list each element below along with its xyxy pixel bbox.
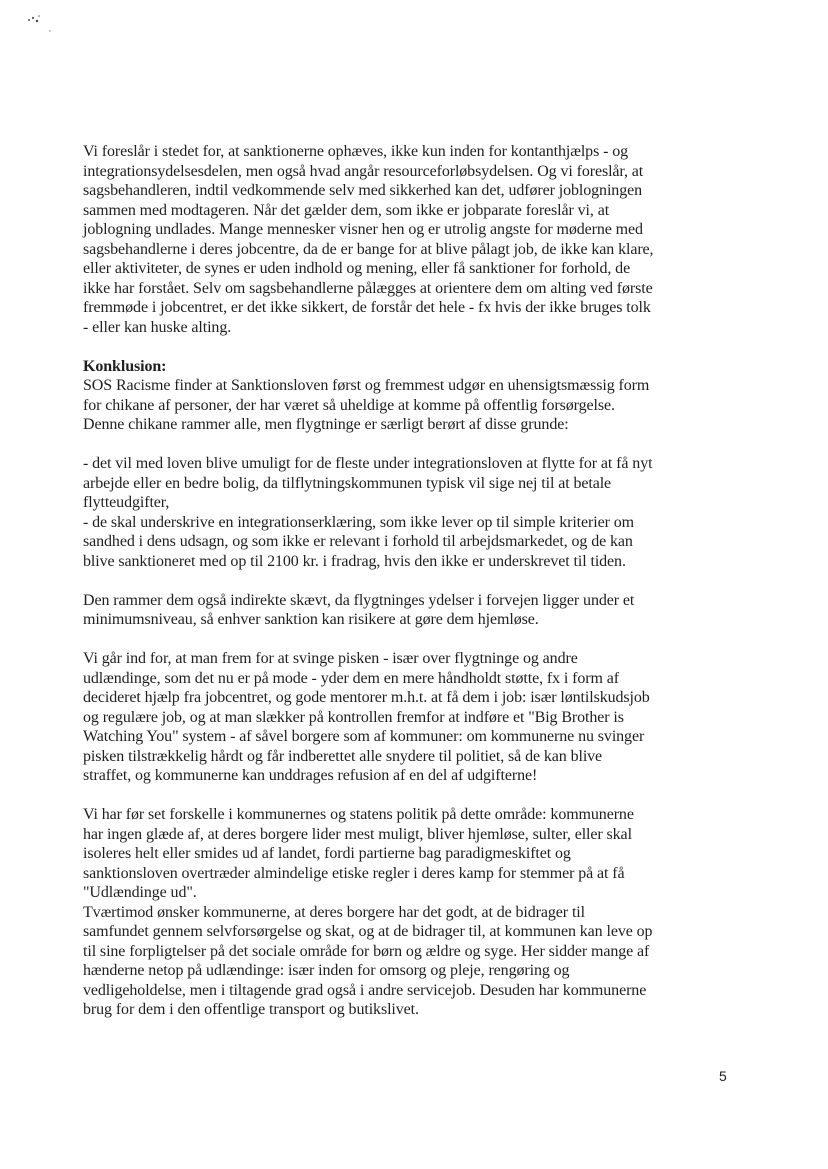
conclusion-section [83, 357, 733, 435]
paragraph [83, 805, 733, 1020]
text-line: brug for dem i den offentlige transport og butikslivet. [83, 1001, 419, 1018]
text-line: integrationsydelsesdelen, men også hvad angår resourceforløbsydelsen. Og vi foreslår, at [83, 162, 644, 180]
text-line: vedligeholdelse, men i tiltagende grad også i andre servicejob. Desuden har kommunerne [83, 981, 647, 999]
text-line: Vi foreslår i stedet for, at sanktionerne ophæves, ikke kun inden for kontanthjælps - og [83, 143, 629, 160]
document-body [83, 142, 733, 1020]
paragraph [83, 454, 733, 571]
text-line: Vi har før set forskelle i kommunernes og statens politik på dette område: kommunerne [83, 806, 634, 823]
paragraph-gap [83, 337, 733, 357]
paragraph [83, 142, 733, 337]
text-line: Vi går ind for, at man frem for at svinge pisken - især over flygtninge og andre [83, 650, 578, 667]
text-line: flytteudgifter, [83, 494, 170, 511]
scan-specks [26, 12, 56, 36]
text-line: fremmøde i jobcentret, er det ikke sikkert, de forstår det hele - fx hvis der ikke bruges tolk [83, 299, 651, 316]
text-line: ikke har forstået. Selv om sagsbehandlerne pålægges at orientere dem om alting ved første [83, 279, 653, 297]
paragraph-gap [83, 571, 733, 591]
text-line: - eller kan huske alting. [83, 318, 232, 336]
text-line: arbejde eller en bedre bolig, da tilflytningskommunen typisk vil sige nej til at betale [83, 474, 612, 492]
text-line: sammen med modtageren. Når det gælder dem, som ikke er jobparate foreslår vi, at [83, 201, 610, 219]
text-line: pisken tilstrækkelig hårdt og får indberettet alle snydere til politiet, så de kan blive [83, 747, 603, 765]
text-line: sagsbehandleren, indtil vedkommende selv med sikkerhed kan det, udfører joblogningen [83, 182, 643, 199]
text-line: SOS Racisme finder at Sanktionsloven først og fremmest udgør en uhensigtsmæssig form [83, 377, 650, 394]
text-line: - det vil med loven blive umuligt for de fleste under integrationsloven at flytte for at få nyt [83, 455, 653, 472]
section-heading: Konklusion: [83, 357, 167, 375]
text-line: blive sanktioneret med op til 2100 kr. i fradrag, hvis den ikke er underskrevet til tiden. [83, 552, 626, 570]
text-line: har ingen glæde af, at deres borgere lider mest muligt, bliver hjemløse, sulter, eller skal [83, 825, 632, 843]
text-line: Den rammer dem også indirekte skævt, da flygtninges ydelser i forvejen ligger under et [83, 591, 635, 609]
text-line: sanktionsloven overtræder almindelige etiske regler i deres kamp for stemmer på at få [83, 864, 625, 882]
paragraph [83, 649, 733, 786]
text-line: Denne chikane rammer alle, men flygtninge er særligt berørt af disse grunde: [83, 416, 569, 433]
text-line: Tværtimod ønsker kommunerne, at deres borgere har det godt, at de bidrager til [83, 903, 585, 921]
text-line: isoleres helt eller smides ud af landet, fordi partierne bag paradigmeskiftet og [83, 845, 571, 862]
text-line: minimumsniveau, så enhver sanktion kan risikere at gøre dem hjemløse. [83, 611, 539, 628]
text-line: Watching You" system - af såvel borgere som af kommuner: om kommunerne nu svinger [83, 728, 645, 745]
paragraph [83, 591, 733, 630]
text-line: til sine forpligtelser på det sociale område for børn og ældre og syge. Her sidder mange af [83, 942, 650, 960]
paragraph-gap [83, 786, 733, 806]
text-line: hænderne netop på udlændinge: især inden for omsorg og pleje, rengøring og [83, 962, 570, 979]
paragraph-gap [83, 630, 733, 650]
text-line: og regulære job, og at man slækker på kontrollen fremfor at indføre et "Big Brother is [83, 708, 624, 726]
page-number: 5 [719, 1068, 727, 1084]
paragraph-gap [83, 435, 733, 455]
text-line: - de skal underskrive en integrationserklæring, som ikke lever op til simple kriterier om [83, 513, 634, 531]
text-line: straffet, og kommunerne kan unddrages refusion af en del af udgifterne! [83, 767, 538, 784]
text-line: sandhed i dens udsagn, og som ikke er relevant i forhold til arbejdsmarkedet, og de kan [83, 533, 633, 550]
text-line: samfundet gennem selvforsørgelse og skat, og at de bidrager til, at kommunen kan leve op [83, 923, 653, 940]
text-line: "Udlændinge ud". [83, 884, 197, 901]
text-line: eller aktiviteter, de synes er uden indhold og mening, eller få sanktioner for forhold, de [83, 260, 631, 277]
text-line: udlændinge, som det nu er på mode - yder dem en mere håndholdt støtte, fx i form af [83, 669, 620, 687]
text-line: sagsbehandlerne i deres jobcentre, da de er bange for at blive pålagt job, de ikke kan klare, [83, 240, 654, 258]
text-line: joblogning undlades. Mange mennesker visner hen og er utrolig angste for møderne med [83, 221, 643, 238]
text-line: decideret hjælp fra jobcentret, og gode mentorer m.h.t. at få dem i job: især løntilskudsjob [83, 689, 650, 706]
text-line: for chikane af personer, der har været så uheldige at komme på offentlig forsørgelse. [83, 396, 615, 414]
